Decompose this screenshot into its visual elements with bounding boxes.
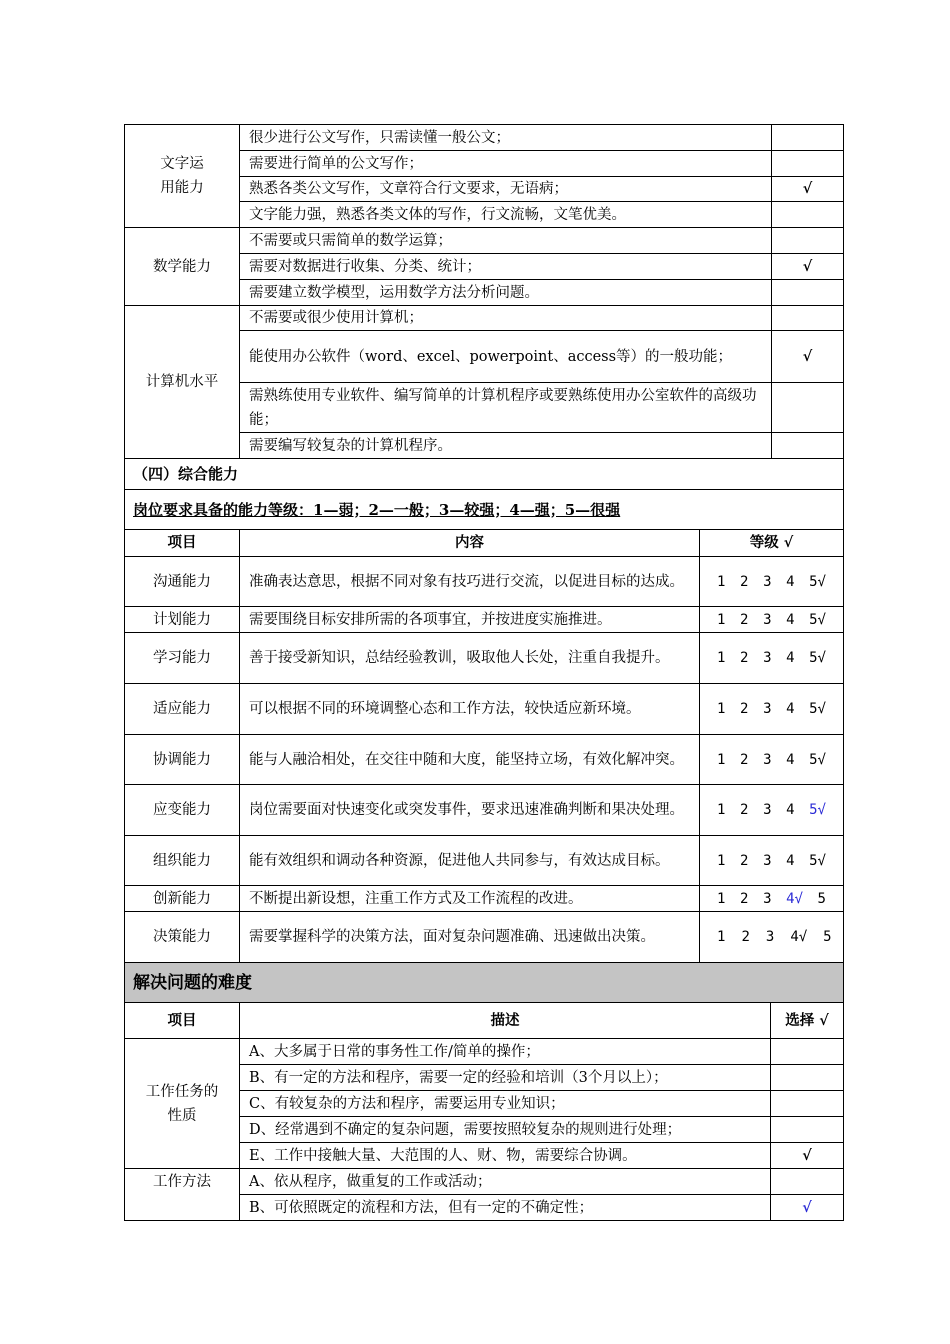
- row-text: D、经常遇到不确定的复杂问题，需要按照较复杂的规则进行处理；: [240, 1117, 771, 1143]
- ability-item: 决策能力: [125, 912, 240, 963]
- row-text: B、有一定的方法和程序，需要一定的经验和培训（3个月以上）；: [240, 1065, 771, 1091]
- ability-levels: 1 2 3 4 5√: [700, 607, 844, 633]
- check-cell: [771, 1117, 844, 1143]
- ability-content: 岗位需要面对快速变化或突发事件，要求迅速准确判断和果决处理。: [240, 785, 700, 836]
- item-computer: 计算机水平: [125, 306, 240, 459]
- document-page: [124, 124, 843, 1221]
- row-text: 很少进行公文写作，只需读懂一般公文；: [240, 125, 772, 151]
- ability-levels: 1 2 3 4√ 5: [700, 886, 844, 912]
- header-select: 选择 √: [771, 1003, 844, 1039]
- row-text: 需要建立数学模型，运用数学方法分析问题。: [240, 280, 772, 306]
- ability-item: 协调能力: [125, 735, 240, 785]
- difficulty-table: [124, 1002, 844, 1221]
- check-cell: [771, 1039, 844, 1065]
- ability-levels: 1 2 3 4 5√: [700, 836, 844, 886]
- check-cell: [772, 306, 844, 331]
- ability-content: 能与人融洽相处，在交往中随和大度，能坚持立场，有效化解冲突。: [240, 735, 700, 785]
- ability-item: 创新能力: [125, 886, 240, 912]
- ability-levels: 1 2 3 4 5√: [700, 557, 844, 607]
- check-cell: √: [771, 1143, 844, 1169]
- check-cell: √: [772, 177, 844, 202]
- header-item: 项目: [125, 1003, 240, 1039]
- ability-content: 可以根据不同的环境调整心态和工作方法，较快适应新环境。: [240, 684, 700, 735]
- row-text: 熟悉各类公文写作，文章符合行文要求，无语病；: [240, 177, 772, 202]
- row-text: C、有较复杂的方法和程序，需要运用专业知识；: [240, 1091, 771, 1117]
- check-cell: [772, 228, 844, 254]
- row-text: B、可依照既定的流程和方法，但有一定的不确定性；: [240, 1195, 771, 1221]
- ability-item: 计划能力: [125, 607, 240, 633]
- check-cell: √: [771, 1195, 844, 1221]
- row-text: A、大多属于日常的事务性工作/简单的操作；: [240, 1039, 771, 1065]
- ability-levels: 1 2 3 4 5√: [700, 633, 844, 684]
- check-cell: [772, 280, 844, 306]
- ability-content: 不断提出新设想，注重工作方式及工作流程的改进。: [240, 886, 700, 912]
- check-cell: √: [772, 331, 844, 383]
- header-desc: 描述: [240, 1003, 771, 1039]
- item-writing: 文字运 用能力: [125, 125, 240, 228]
- ability-content: 能有效组织和调动各种资源，促进他人共同参与，有效达成目标。: [240, 836, 700, 886]
- ability-levels: 1 2 3 4 5√: [700, 735, 844, 785]
- header-content: 内容: [240, 530, 700, 557]
- row-text: 需要对数据进行收集、分类、统计；: [240, 254, 772, 280]
- row-text: E、工作中接触大量、大范围的人、财、物，需要综合协调。: [240, 1143, 771, 1169]
- ability-levels: 1 2 3 4√ 5: [700, 912, 844, 963]
- ability-levels: 1 2 3 4 5√: [700, 684, 844, 735]
- difficulty-title: 解决问题的难度: [125, 963, 844, 1003]
- item-work-method: 工作方法: [125, 1169, 240, 1221]
- job-requirements-table: [124, 124, 844, 1003]
- ability-item: 学习能力: [125, 633, 240, 684]
- ability-content: 善于接受新知识，总结经验教训，吸取他人长处，注重自我提升。: [240, 633, 700, 684]
- row-text: 能使用办公软件（word、excel、powerpoint、access等）的一般功能；: [240, 331, 772, 383]
- header-level: 等级 √: [700, 530, 844, 557]
- row-text: 文字能力强，熟悉各类文体的写作，行文流畅，文笔优美。: [240, 202, 772, 228]
- check-cell: [772, 202, 844, 228]
- row-text: A、依从程序，做重复的工作或活动；: [240, 1169, 771, 1195]
- row-text: 需要进行简单的公文写作；: [240, 151, 772, 177]
- check-cell: [772, 125, 844, 151]
- check-cell: [771, 1169, 844, 1195]
- check-cell: [772, 383, 844, 433]
- row-text: 不需要或很少使用计算机；: [240, 306, 772, 331]
- row-text: 需要编写较复杂的计算机程序。: [240, 433, 772, 459]
- check-cell: √: [772, 254, 844, 280]
- ability-item: 适应能力: [125, 684, 240, 735]
- check-cell: [772, 151, 844, 177]
- ability-item: 应变能力: [125, 785, 240, 836]
- ability-content: 需要掌握科学的决策方法，面对复杂问题准确、迅速做出决策。: [240, 912, 700, 963]
- section-title: （四）综合能力: [125, 459, 844, 490]
- row-text: 不需要或只需简单的数学运算；: [240, 228, 772, 254]
- level-standard: 岗位要求具备的能力等级：1—弱；2—一般；3—较强；4—强；5—很强: [125, 490, 844, 530]
- ability-levels: 1 2 3 4 5√: [700, 785, 844, 836]
- item-task-nature: 工作任务的 性质: [125, 1039, 240, 1169]
- ability-content: 准确表达意思，根据不同对象有技巧进行交流，以促进目标的达成。: [240, 557, 700, 607]
- item-math: 数学能力: [125, 228, 240, 306]
- check-cell: [771, 1065, 844, 1091]
- ability-item: 沟通能力: [125, 557, 240, 607]
- row-text: 需熟练使用专业软件、编写简单的计算机程序或要熟练使用办公室软件的高级功能；: [240, 383, 772, 433]
- check-cell: [772, 433, 844, 459]
- check-cell: [771, 1091, 844, 1117]
- ability-content: 需要围绕目标安排所需的各项事宜，并按进度实施推进。: [240, 607, 700, 633]
- header-item: 项目: [125, 530, 240, 557]
- ability-item: 组织能力: [125, 836, 240, 886]
